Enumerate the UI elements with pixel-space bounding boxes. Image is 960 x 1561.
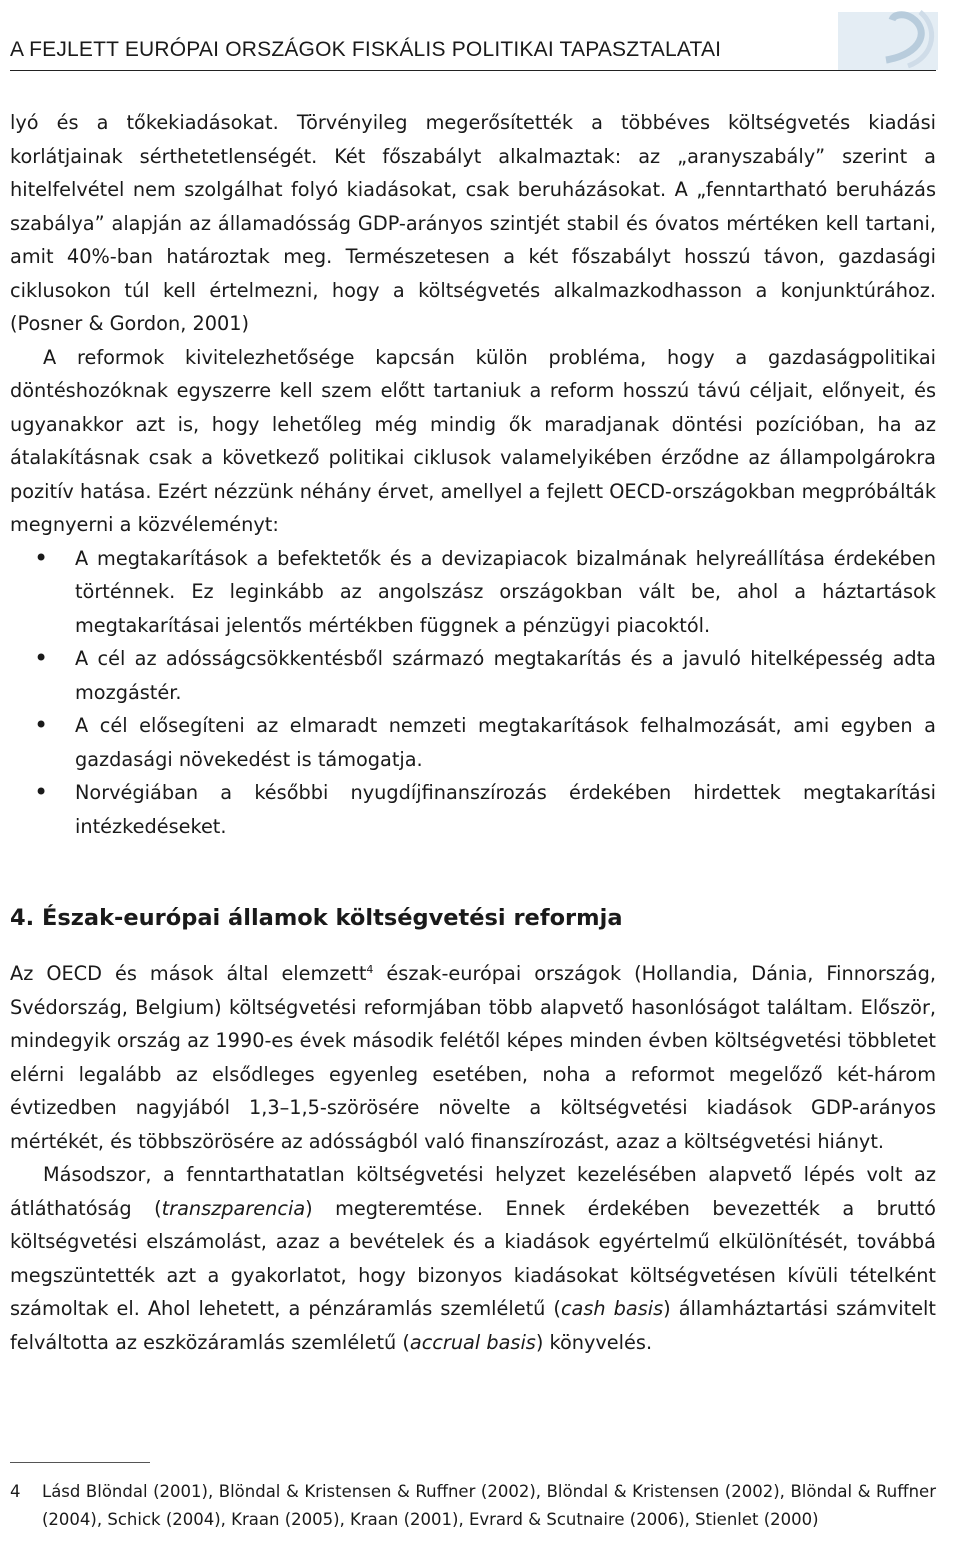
paragraph-4-part-a: Másodszor, a fenntarthatatlan költségvetési helyzet kezelésében alapvető lépés volt az átláthatóság ( — [10, 1163, 936, 1220]
paragraph-3-start: Az OECD és mások által elemzett — [10, 962, 367, 985]
footnote-divider — [10, 1462, 150, 1463]
term-cash-basis: cash basis — [560, 1297, 664, 1320]
term-accrual-basis: accrual basis — [409, 1330, 536, 1354]
list-item: • Norvégiában a későbbi nyugdíjfinanszírozás érdekében hirdettek megtakarítási intézkedéseket. — [10, 776, 936, 843]
term-transzparencia: transzparencia — [161, 1196, 306, 1220]
main-text — [10, 106, 936, 1359]
argument-list — [10, 542, 936, 844]
running-header-title: A FEJLETT EURÓPAI ORSZÁGOK FISKÁLIS POLITIKAI TAPASZTALATAI — [10, 38, 722, 61]
list-item: • A cél az adósságcsökkentésből származó megtakarítás és a javuló hitelképesség adta mozgástér. — [10, 642, 936, 709]
paragraph-3-rest: észak-európai országok (Hollandia, Dánia, Finnország, Svédország, Belgium) költségvetési reformjában több alapvető hasonlóságot találtam. Először, mindegyik ország az 1990-es évek második felétől képes minden évben költségvetési többletet elérni legalább az elsődleges egyenleg esetében, noha a reformot megelőző két-három évtizedben nagyjából 1,3–1,5-szörösére növelte a költségvetési kiadások GDP-arányos mértékét, és többszörösére az adósságból való finanszírozást, azaz a költségvetési hiányt. — [10, 962, 936, 1153]
paragraph-2: A reformok kivitelezhetősége kapcsán külön probléma, hogy a gazdaságpolitikai döntéshozóknak egyszerre kell szem előtt tartaniuk a reform hosszú távú céljait, előnyeit, és ugyanakkor azt is, hogy lehetőleg még mindig ők maradjanak döntési pozícióban, ha az átalakításnak csak a következő politikai ciklusok valamelyikében érződne az állampolgárokra pozitív hatása. Ezért nézzünk néhány érvet, amellyel a fejlett OECD-országokban megpróbálták megnyerni a közvéleményt: — [10, 345, 936, 536]
footnote-reference[interactable]: 4 — [366, 963, 374, 976]
list-item: • A megtakarítások a befektetők és a devizapiacok bizalmának helyreállítása érdekében történnek. Ez leginkább az angolszász országokban vált be, ahol a háztartások megtakarításai jelentős mértékben függnek a pénzügyi piacoktól. — [10, 542, 936, 643]
section-heading: 4. Észak-európai államok költségvetési reformja — [10, 905, 623, 931]
paragraph-1: lyó és a tőkekiadásokat. Törvényileg megerősítették a többéves költségvetés kiadási korlátjainak sérthetetlenségét. Két főszabályt alkalmaztak: az „aranyszabály” szerint a hitelfelvétel nem szolgálhat folyó kiadásokat, csak beruházásokat. A „fenntartható beruházás szabálya” alapján az államadósság GDP-arányos szintjét stabil és óvatos mértéken kell tartani, amit 40%-ban határoztak meg. Természetesen a két főszabályt hosszú távon, gazdasági ciklusokon túl kell értelmezni, hogy a költségvetés alkalmazkodhasson a konjunktúrához. (Posner & Gordon, 2001) — [10, 111, 936, 335]
footnote — [10, 1478, 936, 1534]
paragraph-4-part-d: ) könyvelés. — [535, 1330, 653, 1354]
paragraph-4-part-c: ) államháztartási számvitelt felváltotta az eszközáramlás szemléletű ( — [10, 1297, 936, 1354]
footnote-number: 4 — [10, 1482, 21, 1501]
paragraph-4-part-b: ) megteremtése. Ennek érdekében bevezették a bruttó költségvetési elszámolást, azaz a bevételek és a kiadások egyértelmű elkülönítését, továbbá megszüntették azt a gyakorlatot, hogy bizonyos kiadásokat költségvetésen kívüli tételként számoltak el. Ahol lehetett, a pénzáramlás szemléletű ( — [10, 1196, 936, 1320]
running-header — [10, 36, 936, 71]
paragraph-4 — [10, 1158, 936, 1359]
paragraph-3 — [10, 957, 936, 1158]
list-item: • A cél elősegíteni az elmaradt nemzeti megtakarítások felhalmozását, ami egyben a gazdasági növekedést is támogatja. — [10, 709, 936, 776]
footnote-text: Lásd Blöndal (2001), Blöndal & Kristensen & Ruffner (2002), Blöndal & Kristensen (2002), Blöndal & Ruffner (2004), Schick (2004), Kraan (2005), Kraan (2001), Evrard & Scutnaire (2006), Stienlet (2000) — [42, 1482, 936, 1529]
publisher-logo-icon — [838, 8, 938, 70]
